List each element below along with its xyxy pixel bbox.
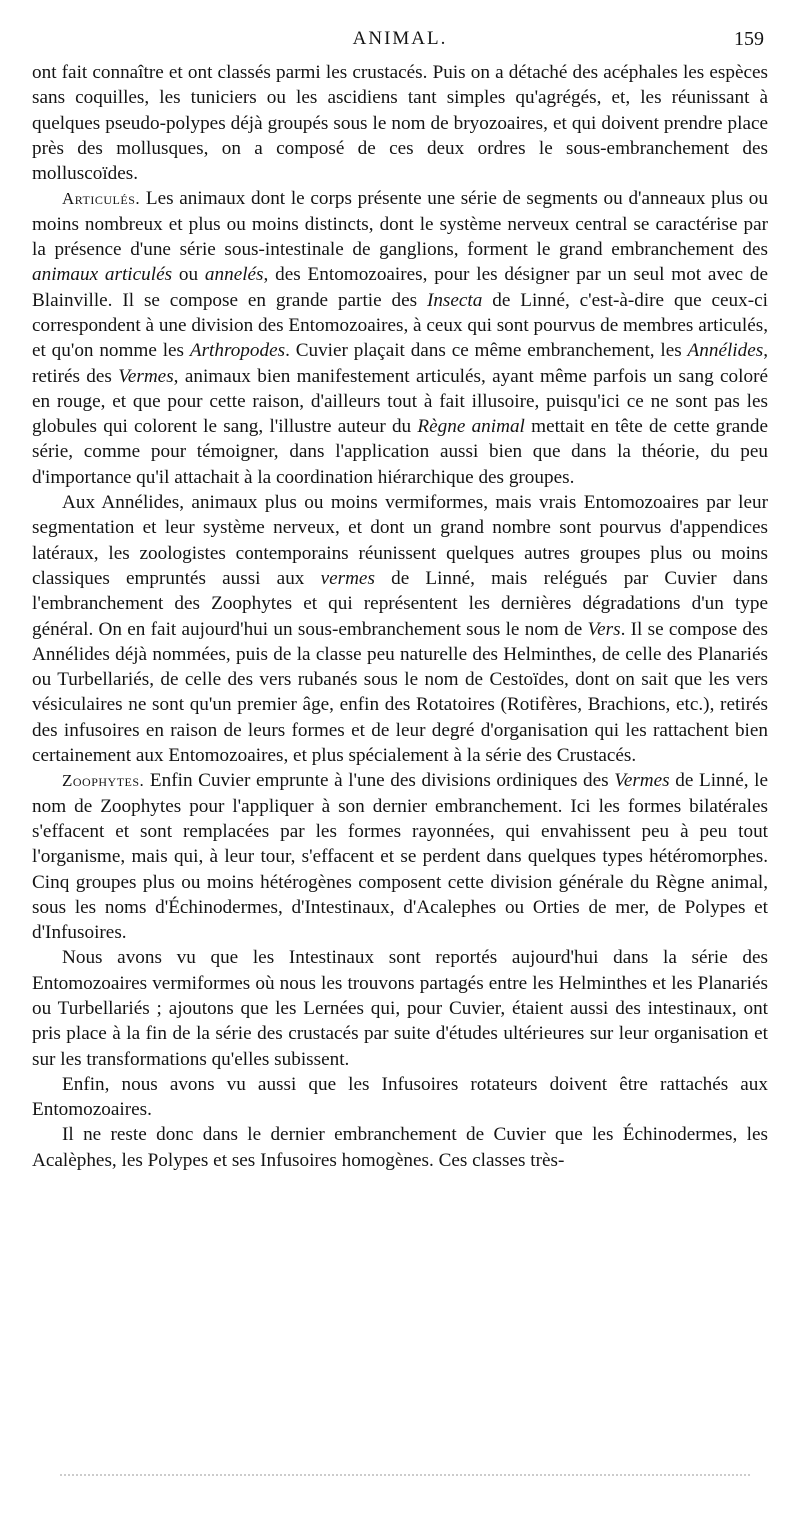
paragraph-infusoires — [32, 1072, 768, 1123]
text-run: , retirés des — [32, 340, 768, 387]
text-run: Nous avons vu que les Intestinaux sont reportés aujourd'hui dans la série des Entomozoaires vermiformes où nous les trouvons partagés entre les Helminthes et les Planariés ou Turbellariés ; ajoutons que les Lernées qui, pour Cuvier, étaient aussi des intestinaux, ont pris place à la fin de la série des crustacés par suite d'études ultérieures sur leur organisation et sur les transformations qu'elles subissent. — [32, 947, 768, 1070]
page-header — [0, 28, 800, 58]
text-run: , des Entomozoaires, pour les désigner par un seul mot avec de Blainville. Il se compose en grande partie des — [32, 264, 769, 311]
paragraph-final — [32, 1122, 768, 1173]
text-run: ont fait connaître et ont classés parmi les crustacés. Puis on a détaché des acéphales les espèces sans coquilles, les tuniciers ou les ascidiens tant simples qu'agrégés, et, les réunissant à quelques pseudo-polypes déjà groupés sous le nom de bryozoaires, et qui doivent prendre place près des mollusques, on a composé de ces deux ordres le sous-embranchement des molluscoïdes. — [32, 62, 768, 185]
italic-term: Vermes — [614, 770, 670, 792]
italic-term: Arthropodes — [189, 340, 286, 362]
text-run: Il ne reste donc dans le dernier embranchement de Cuvier que les Échinodermes, les Acalèphes, les Polypes et ses Infusoires homogènes. Ces classes très- — [32, 1124, 768, 1171]
italic-term: Règne animal — [417, 416, 525, 438]
paragraph-zoophytes — [32, 768, 768, 945]
text-run: Aux Annélides, animaux plus ou moins vermiformes, mais vrais Entomozoaires par leur segmentation et leur système nerveux, et dont un grand nombre sont pourvus d'appendices latéraux, les zoologistes contemporains réunissent quelques autres groupes plus ou moins classiques empruntés aussi aux — [32, 492, 768, 589]
italic-term: annelés — [204, 264, 264, 286]
italic-term: Insecta — [426, 289, 483, 311]
italic-term: Vermes — [118, 365, 174, 387]
page-number: 159 — [734, 28, 764, 50]
italic-term: vermes — [320, 567, 375, 589]
text-run: de Linné, c'est-à-dire que ceux-ci correspondent à une division des Entomozoaires, à ceux qui sont pourvus de membres articulés, et qu'on nomme les — [32, 289, 768, 362]
text-run: Enfin Cuvier emprunte à l'une des divisions ordiniques des — [144, 770, 615, 792]
paragraph-molluscoides — [32, 60, 768, 186]
text-run: de Linné, le nom de Zoophytes pour l'appliquer à son dernier embranchement. Ici les formes bilatérales s'effacent et sont remplacées par les formes rayonnées, qui envahissent peu à peu tout l'organisme, mais qui, à leur tour, s'effacent et se perdent dans quelques types hétéromorphes. Cinq groupes plus ou moins hétérogènes composent cette division générale du Règne animal, sous les noms d'Échinodermes, d'Intestinaux, d'Acalephes ou Orties de mer, de Polypes et d'Infusoires. — [32, 770, 769, 944]
paragraph-intestinaux — [32, 945, 768, 1071]
section-heading-zoophytes: Zoophytes. — [62, 771, 145, 791]
italic-term: Annélides — [687, 340, 764, 362]
text-run: mettait en tête de cette grande série, comme pour témoigner, dans l'application aussi bien que dans la théorie, du peu d'importance qu'il attachait à la coordination hiérarchique des groupes. — [32, 416, 768, 488]
text-run: , animaux bien manifestement articulés, ayant même parfois un sang coloré en rouge, et que pour cette raison, d'ailleurs tout à fait illusoire, puisqu'ici ce ne sont pas les globules qui colorent le sang, l'illustre auteur du — [32, 365, 768, 438]
text-run: Enfin, nous avons vu aussi que les Infusoires rotateurs doivent être rattachés aux Entomozoaires. — [32, 1073, 768, 1121]
text-run: de Linné, mais relégués par Cuvier dans l'embranchement des Zoophytes et qui représentent les dernières dégradations d'un type général. On en fait aujourd'hui un sous-embranchement sous le nom de — [32, 567, 768, 640]
paragraph-articules — [32, 186, 768, 490]
body-text — [32, 60, 768, 1173]
running-title: ANIMAL. — [352, 28, 448, 49]
text-run: Les animaux dont le corps présente une série de segments ou d'anneaux plus ou moins nombreux et plus ou moins distincts, dont le système nerveux central se caractérise par la présence d'une série sous-intestinale de ganglions, forment le grand embranchement des — [32, 188, 768, 261]
italic-term: Vers — [587, 618, 621, 640]
text-run: . Il se compose des Annélides déjà nommées, puis de la classe peu naturelle des Helminthes, de celle des Planariés ou Turbellariés, de celle des vers rubanés sous le nom de Cestoïdes, dont on sait que les vers vésiculaires ne sont qu'un premier âge, enfin des Rotatoires (Rotifères, Brachions, etc.), retirés des infusoires en raison de leurs formes et de leur degré d'organisation qui les rattachent bien certainement aux Entomozoaires, et plus spécialement à la série des Crustacés. — [32, 618, 768, 767]
section-heading-articules: Articulés. — [62, 189, 141, 209]
italic-term: animaux articulés — [32, 264, 173, 286]
paragraph-annelides — [32, 490, 768, 768]
bottom-print-artifact — [60, 1474, 750, 1476]
text-run: ou — [172, 264, 205, 286]
text-run: . Cuvier plaçait dans ce même embranchement, les — [285, 340, 688, 362]
